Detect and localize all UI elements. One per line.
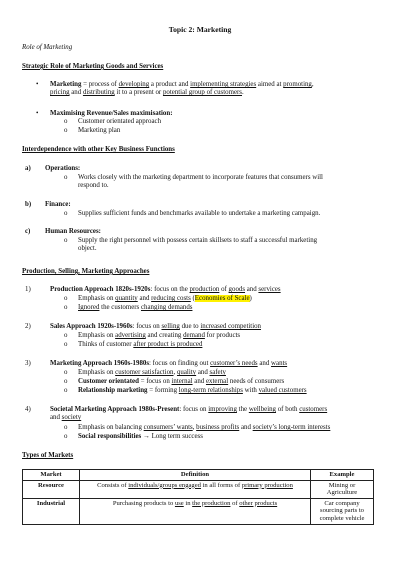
list-number: 1)	[25, 286, 31, 293]
table-row	[23, 498, 374, 524]
maximising-heading: Maximising Revenue/Sales maximisation:	[50, 110, 173, 117]
sales-item-1: Emphasis on advertising and creating demand for products	[78, 332, 241, 339]
section-role: Role of Marketing	[22, 44, 73, 51]
operations-label: Operations:	[45, 165, 81, 172]
societal-item-2: Social responsibilities → Long term success	[78, 433, 203, 440]
marketing-approach: Marketing Approach 1960s-1980s: focus on finding out customer’s needs and wants	[50, 360, 288, 367]
list-letter: b)	[25, 201, 32, 208]
finance-label: Finance:	[45, 201, 71, 208]
list-item: Customer orientated approach	[78, 118, 162, 125]
sub-bullet-icon: o	[64, 118, 68, 125]
page-title: Topic 2: Marketing	[168, 25, 232, 34]
definition-cell: Purchasing products to use in the production of other products	[80, 498, 311, 524]
societal-item-1: Emphasis on balancing consumers’ wants, business profits and society’s long-term interests	[78, 424, 331, 431]
table-row	[23, 480, 374, 498]
finance-text: Supplies sufficient funds and benchmarks available to undertake a marketing campaign.	[78, 210, 321, 217]
sub-bullet-icon: o	[64, 424, 68, 431]
sub-bullet-icon: o	[64, 332, 68, 339]
table-header-row	[23, 470, 374, 481]
heading-strategic-role: Strategic Role of Marketing Goods and Services	[22, 63, 164, 70]
marketing-item-3: Relationship marketing = forming long-term relationships with valued customers	[78, 387, 307, 394]
term-marketing: Marketing	[50, 81, 82, 88]
arrow-right-icon: →	[141, 433, 152, 440]
sub-bullet-icon: o	[64, 304, 68, 311]
sub-bullet-icon: o	[64, 341, 68, 348]
production-item-1: Emphasis on quantity and reducing costs (Economies of Scale)	[78, 295, 252, 302]
production-approach: Production Approach 1820s-1920s: focus on the production of goods and services	[50, 286, 281, 293]
hr-text: Supply the right personnel with possess certain skillsets to staff a successful marketing object.	[78, 237, 318, 253]
sub-bullet-icon: o	[64, 237, 68, 244]
sub-bullet-icon: o	[64, 369, 68, 376]
column-header: Market	[23, 470, 80, 481]
highlight-economies-of-scale: Economies of Scale	[194, 295, 250, 302]
bullet-icon: •	[36, 110, 39, 117]
sub-bullet-icon: o	[64, 387, 68, 394]
sub-bullet-icon: o	[64, 174, 68, 181]
markets-table	[22, 469, 374, 525]
market-cell: Industrial	[23, 498, 80, 524]
sub-bullet-icon: o	[64, 127, 68, 134]
list-letter: c)	[25, 228, 31, 235]
example-cell: Car company sourcing parts to complete vehicle	[311, 498, 374, 524]
marketing-definition: Marketing = process of developing a product and implementing strategies aimed at promoting, pricing and distributing it to a present or potential group of customers.	[50, 81, 314, 97]
list-number: 4)	[25, 406, 31, 413]
societal-approach: Societal Marketing Approach 1980s-Present: focus on improving the wellbeing of both customers and society	[50, 406, 328, 422]
sub-bullet-icon: o	[64, 378, 68, 385]
marketing-item-2: Customer orientated = focus on internal and external needs of consumers	[78, 378, 285, 385]
marketing-item-1: Emphasis on customer satisfaction, quality and safety	[78, 369, 226, 376]
column-header: Example	[311, 470, 374, 481]
list-number: 3)	[25, 360, 31, 367]
heading-approaches: Production, Selling, Marketing Approaches	[22, 268, 150, 275]
list-letter: a)	[25, 165, 31, 172]
production-item-2: Ignored the customers changing demands	[78, 304, 193, 311]
column-header: Definition	[80, 470, 311, 481]
list-number: 2)	[25, 323, 31, 330]
hr-label: Human Resources:	[45, 228, 101, 235]
sales-item-2: Thinks of customer after product is produced	[78, 341, 203, 348]
sales-approach: Sales Approach 1920s-1960s: focus on selling due to increased competition	[50, 323, 261, 330]
list-item: Marketing plan	[78, 127, 121, 134]
example-cell: Mining or Agriculture	[311, 480, 374, 498]
operations-text: Works closely with the marketing department to incorporate features that consumers will respond to.	[78, 174, 323, 190]
sub-bullet-icon: o	[64, 433, 68, 440]
heading-types-of-markets: Types of Markets	[22, 452, 74, 459]
bullet-icon: •	[36, 81, 39, 88]
heading-interdependence: Interdependence with other Key Business Functions	[22, 146, 175, 153]
sub-bullet-icon: o	[64, 295, 68, 302]
market-cell: Resource	[23, 480, 80, 498]
definition-cell: Consists of individuals/groups engaged in all forms of primary production	[80, 480, 311, 498]
sub-bullet-icon: o	[64, 210, 68, 217]
